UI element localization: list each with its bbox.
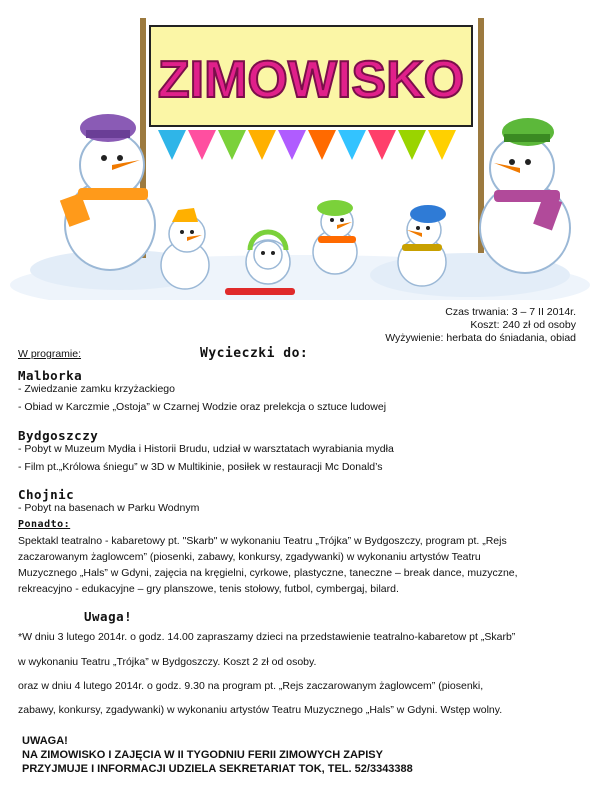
additional-line-3: Muzycznego „Hals” w Gdyni, zajęcia na kręgielni, cyrkowe, plastyczne, taneczne – break dance, muzyczne,	[18, 567, 518, 579]
pennant-flag	[248, 130, 276, 160]
additional-line-4: rekreacyjno - edukacyjne – gry planszowe, tenis stołowy, futbol, cymbergaj, bilard.	[18, 583, 399, 595]
note-line-2: w wykonaniu Teatru „Trójka” w Bydgoszczy. Koszt 2 zł od osoby.	[18, 656, 317, 668]
small-snowman-2-icon	[313, 200, 357, 274]
pennant-flag	[278, 130, 306, 160]
meals-text: Wyżywienie: herbata do śniadania, obiad	[385, 332, 576, 344]
banner-title: ZIMOWISKO	[157, 51, 465, 109]
bydgoszcz-item-1: - Pobyt w Muzeum Mydła i Historii Brudu, udział w warsztatach wyrabiania mydła	[18, 443, 394, 455]
note-label: Uwaga!	[84, 609, 133, 624]
city-chojnice: Chojnic	[18, 487, 75, 502]
pennant-flag	[158, 130, 186, 160]
pennant-flag	[338, 130, 366, 160]
footer-line-2: NA ZIMOWISKO I ZAJĘCIA W II TYGODNIU FERII ZIMOWYCH ZAPISY	[22, 749, 383, 761]
city-malbork: Malborka	[18, 368, 83, 383]
pennant-flag	[428, 130, 456, 160]
cost-text: Koszt: 240 zł od osoby	[470, 319, 576, 331]
malbork-item-1: - Zwiedzanie zamku krzyżackiego	[18, 383, 175, 395]
pennant-flags	[158, 130, 456, 160]
pennant-flag	[218, 130, 246, 160]
footer-line-1: UWAGA!	[22, 735, 68, 747]
additional-paragraph	[18, 533, 518, 597]
city-bydgoszcz: Bydgoszczy	[18, 428, 99, 443]
note-line-3: oraz w dniu 4 lutego 2014r. o godz. 9.30 na program pt. „Rejs zaczarowanym żaglowcem” (piosenki,	[18, 680, 484, 692]
additional-line-2: zaczarowanym żaglowcem” (piosenki, zabawy, konkursy, zgadywanki) w wykonaniu artystów Teatru	[18, 551, 481, 563]
additional-line-1: Spektakl teatralno - kabaretowy pt. "Skarb" w wykonaniu Teatru „Trójka” w Bydgoszczy, program pt. „Rejs	[18, 535, 507, 547]
pennant-flag	[188, 130, 216, 160]
bydgoszcz-item-2: - Film pt.„Królowa śniegu” w 3D w Multikinie, posiłek w restauracji Mc Donald’s	[18, 461, 383, 473]
note-line-1: *W dniu 3 lutego 2014r. o godz. 14.00 zapraszamy dzieci na przedstawienie teatralno-kabaretow pt „Skarb”	[18, 631, 516, 643]
footer-line-3: PRZYJMUJE I INFORMACJI UDZIELA SEKRETARIAT TOK, TEL. 52/3343388	[22, 763, 413, 775]
trips-label: Wycieczki do:	[200, 346, 309, 361]
additional-label: Ponadto:	[18, 519, 71, 530]
footer-block	[22, 734, 413, 776]
winter-illustration	[0, 0, 598, 300]
small-snowman-3-icon	[398, 205, 446, 286]
program-label: W programie:	[18, 348, 82, 360]
note-line-4: zabawy, konkursy, zgadywanki) w wykonaniu artystów Teatru Muzycznego „Hals” w Gdyni. Wstęp wolny.	[18, 704, 503, 716]
pennant-flag	[368, 130, 396, 160]
pennant-flag	[398, 130, 426, 160]
snowman-right-icon	[480, 118, 570, 273]
duration-text: Czas trwania: 3 – 7 II 2014r.	[445, 306, 576, 318]
chojnice-item-1: - Pobyt na basenach w Parku Wodnym	[18, 502, 200, 514]
info-block	[385, 306, 576, 345]
small-snowman-1-icon	[161, 208, 209, 289]
pennant-flag	[308, 130, 336, 160]
malbork-item-2: - Obiad w Karczmie „Ostoja” w Czarnej Wodzie oraz prelekcja o sztuce ludowej	[18, 401, 387, 413]
